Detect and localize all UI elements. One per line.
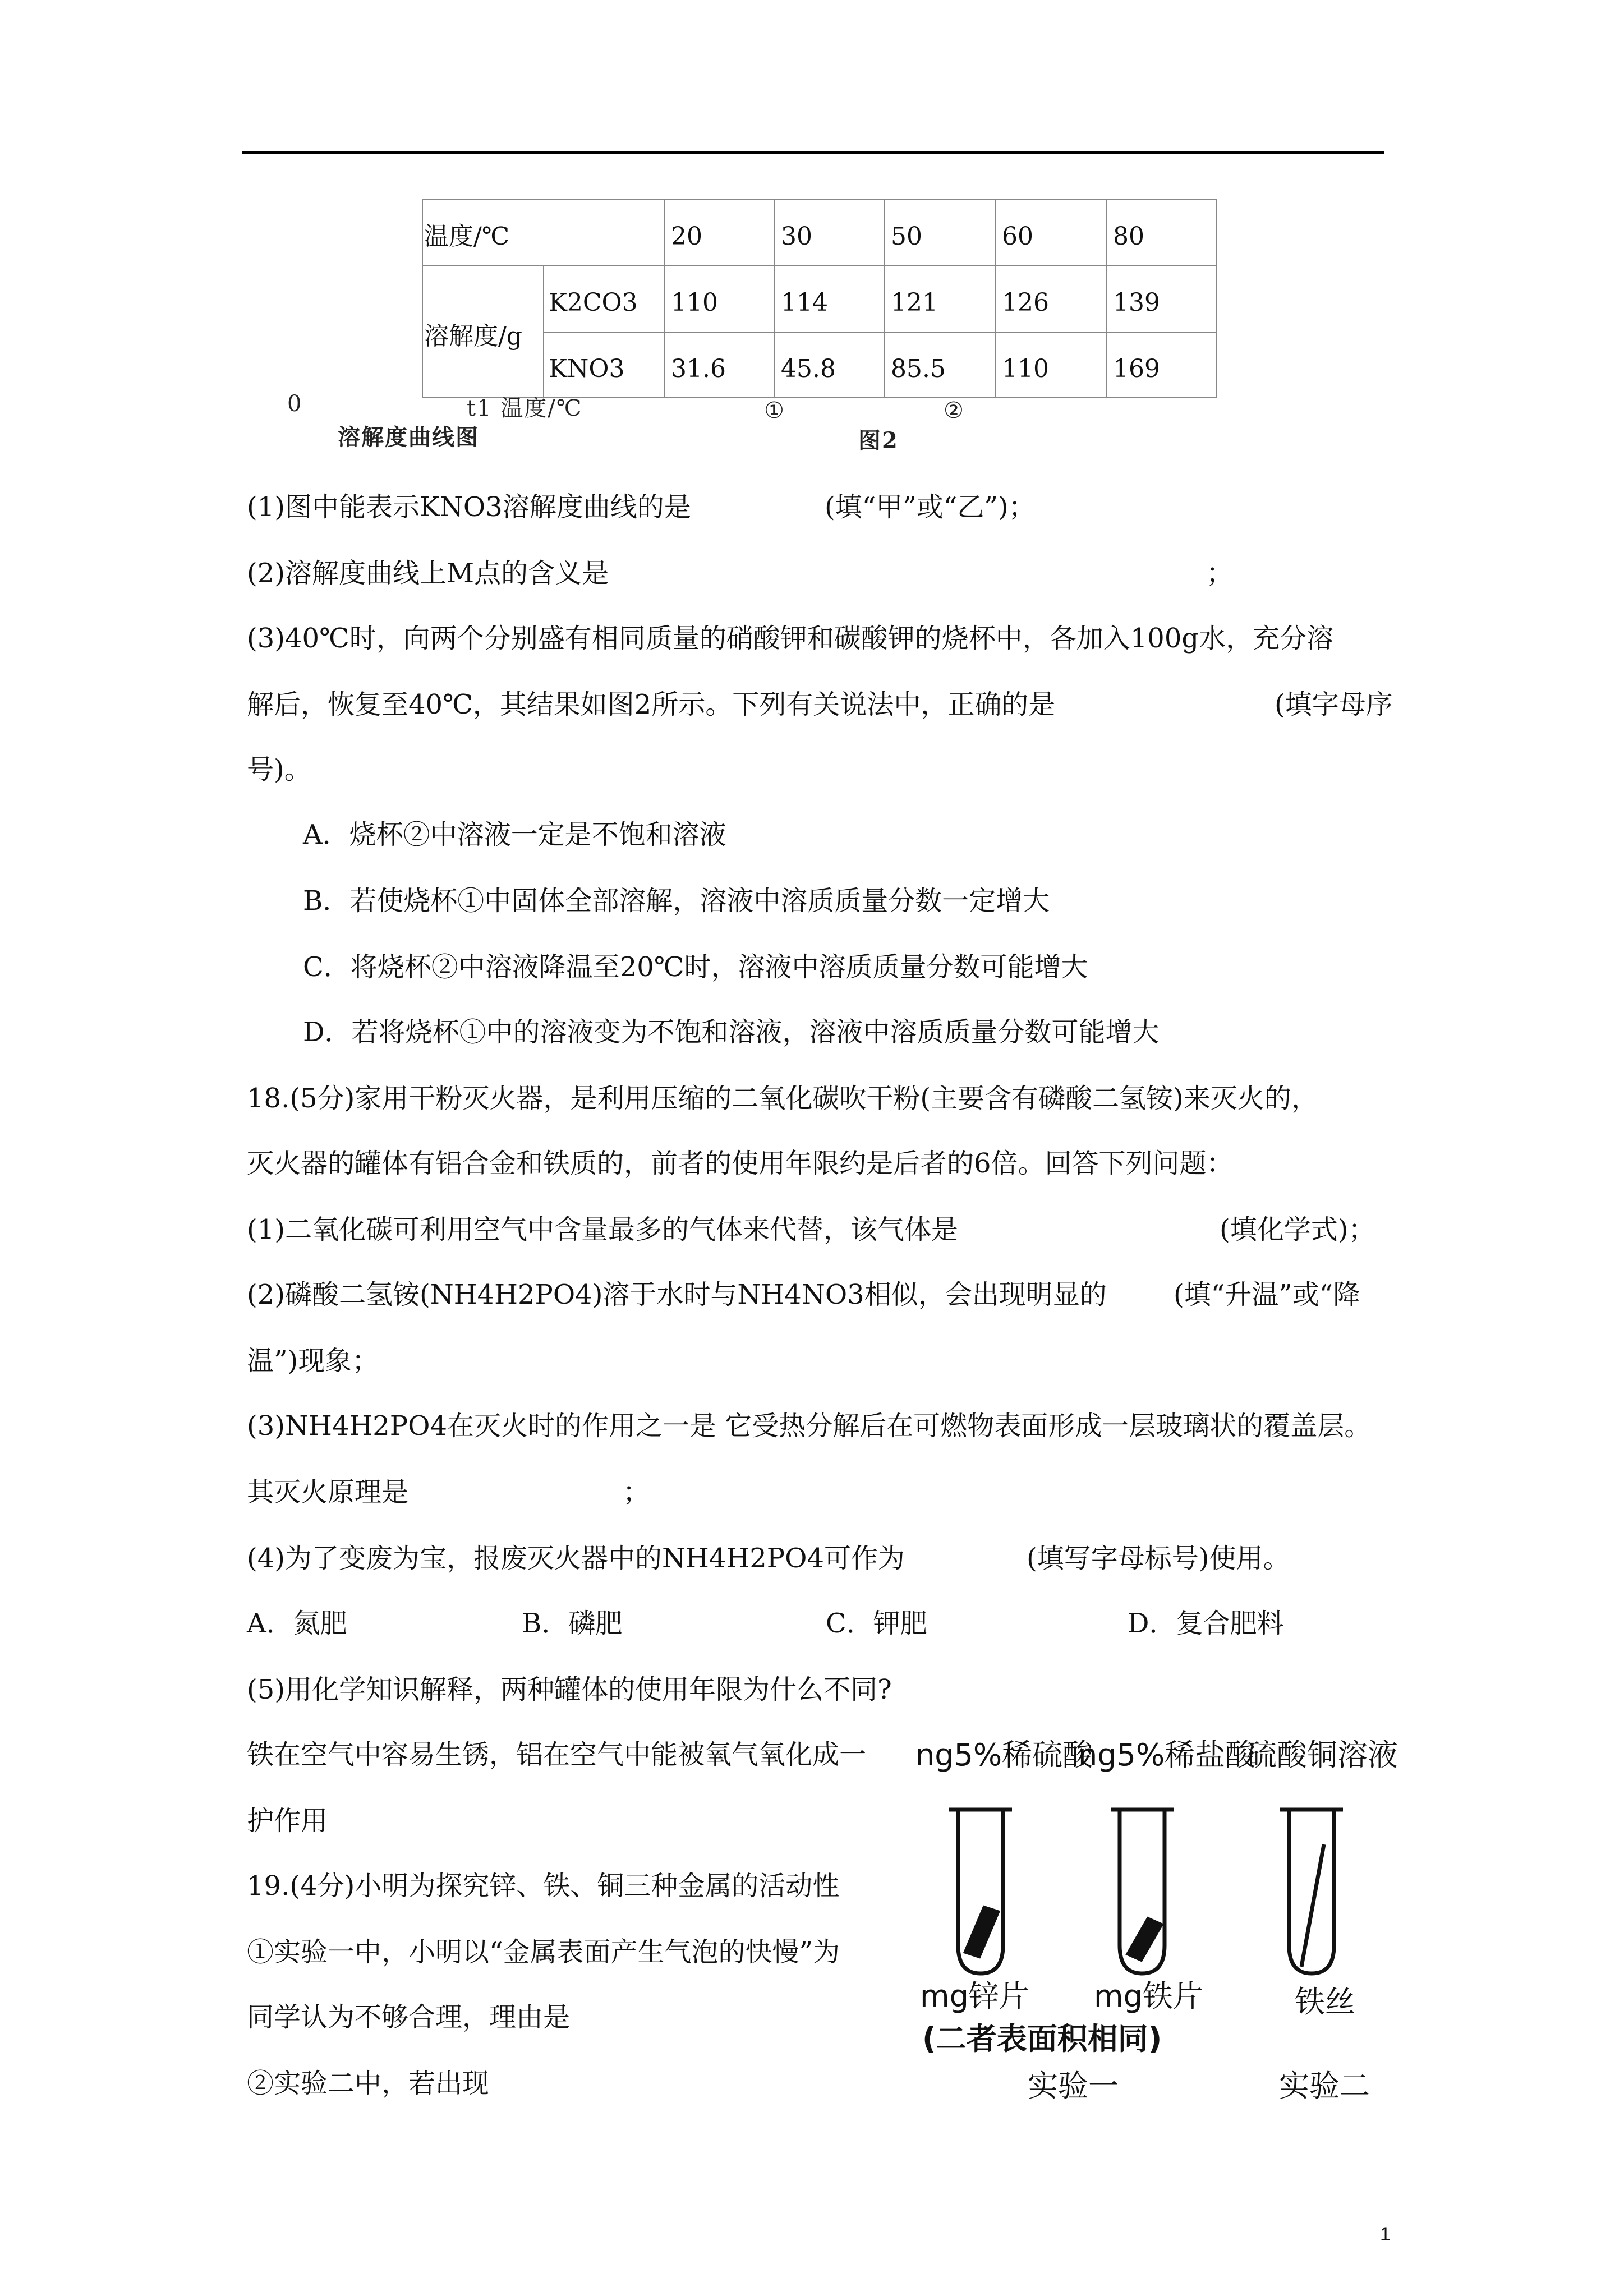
table-header-cell: 60 — [1002, 222, 1033, 251]
q17-part3-line2: 解后，恢复至40℃，其结果如图2所示。下列有关说法中，正确的是 — [247, 689, 1056, 720]
surface-area-note: (二者表面积相同) — [922, 2021, 1162, 2056]
fig2-caption: 图2 — [858, 427, 899, 454]
q18-answer-line2: 护作用 — [247, 1805, 328, 1837]
cut-axis-label: t1 温度/℃ — [467, 395, 583, 421]
q18-part2-tail: (填“升温”或“降 — [1174, 1279, 1360, 1310]
q17-part2-tail: ； — [1206, 558, 1234, 589]
table-cell: 31.6 — [671, 355, 726, 383]
table-cell: 85.5 — [891, 355, 946, 383]
table-header-temp: 温度/℃ — [424, 222, 510, 251]
q17-part1: (1)图中能表示KNO3溶解度曲线的是 — [247, 491, 691, 523]
test-tube-1 — [949, 1810, 1012, 1973]
table-cell: 45.8 — [781, 355, 836, 383]
q19-part1-line2: 同学认为不够合理，理由是 — [247, 2001, 571, 2033]
q18-option-c: C．钾肥 — [826, 1608, 927, 1639]
q19-part1: ①实验一中，小明以“金属表面产生气泡的快慢”为 — [247, 1936, 840, 1968]
cut-zero: 0 — [287, 391, 303, 417]
tube2-reagent: ng5%稀盐酸 — [1078, 1737, 1256, 1773]
tube1-reagent: ng5%稀硫酸 — [915, 1737, 1093, 1773]
q18-line2: 灭火器的罐体有铝合金和铁质的，前者的使用年限约是后者的6倍。回答下列问题： — [247, 1148, 1234, 1179]
q18-part4-tail: (填写字母标号)使用。 — [1027, 1543, 1290, 1574]
q18-option-a: A．氮肥 — [247, 1608, 347, 1639]
table-header-cell: 80 — [1113, 222, 1144, 251]
q18-option-b: B．磷肥 — [522, 1608, 623, 1639]
table-row-label: KNO3 — [549, 355, 625, 383]
tube2-metal: mg铁片 — [1094, 1978, 1203, 2014]
q18-part5: (5)用化学知识解释，两种罐体的使用年限为什么不同? — [247, 1674, 892, 1705]
table-cell: 169 — [1113, 355, 1160, 383]
table-header-cell: 30 — [781, 222, 812, 251]
q18-part3-line2: 其灭火原理是 — [247, 1476, 409, 1508]
table-cell: 121 — [891, 288, 938, 317]
test-tube-2 — [1111, 1810, 1174, 1973]
table-cell: 110 — [1002, 355, 1049, 383]
q17-part3-line2-tail: (填字母序 — [1275, 689, 1393, 720]
experiment-1-label: 实验一 — [1028, 2068, 1119, 2104]
cut-beaker-1: ① — [764, 398, 785, 424]
q19-line1: 19.(4分)小明为探究锌、铁、铜三种金属的活动性 — [247, 1870, 840, 1902]
table-cell: 126 — [1002, 288, 1049, 317]
q17-option-c: C．将烧杯②中溶液降温至20℃时，溶液中溶质质量分数可能增大 — [303, 951, 1088, 983]
test-tube-3 — [1280, 1810, 1343, 1973]
experiment-2-label: 实验二 — [1279, 2068, 1370, 2104]
q18-part4: (4)为了变废为宝，报废灭火器中的NH4H2PO4可作为 — [247, 1543, 905, 1574]
q17-part3-line1: (3)40℃时，向两个分别盛有相同质量的硝酸钾和碳酸钾的烧杯中，各加入100g水，充分溶 — [247, 623, 1334, 654]
q18-part1: (1)二氧化碳可利用空气中含量最多的气体来代替，该气体是 — [247, 1214, 958, 1245]
table-header-cell: 50 — [891, 222, 922, 251]
table-cell: 110 — [671, 288, 718, 317]
tube1-metal: mg锌片 — [920, 1978, 1029, 2014]
q19-part2: ②实验二中，若出现 — [247, 2068, 490, 2099]
experiment-figure — [909, 1738, 1414, 2108]
q18-option-d: D．复合肥料 — [1128, 1608, 1284, 1639]
solubility-table — [422, 199, 1217, 397]
curve-caption: 溶解度曲线图 — [338, 424, 479, 450]
table-cell: 139 — [1113, 288, 1160, 317]
q18-part1-tail: (填化学式)； — [1220, 1214, 1375, 1245]
q18-answer-line1: 铁在空气中容易生锈，铝在空气中能被氧气氧化成一 — [247, 1739, 867, 1770]
q18-part2: (2)磷酸二氢铵(NH4H2PO4)溶于水时与NH4NO3相似，会出现明显的 — [247, 1279, 1107, 1310]
q18-part3-line2-tail: ； — [623, 1476, 650, 1508]
q17-part3-line3: 号)。 — [247, 754, 311, 785]
table-header-cell: 20 — [671, 222, 702, 251]
q17-part1-tail: (填“甲”或“乙”)； — [825, 491, 1036, 523]
q18-line1: 18.(5分)家用干粉灭火器，是利用压缩的二氧化碳吹干粉(主要含有磷酸二氢铵)来灭火的， — [247, 1083, 1318, 1114]
q18-part3-line1: (3)NH4H2PO4在灭火时的作用之一是 它受热分解后在可燃物表面形成一层玻璃状的覆盖层。 — [247, 1410, 1372, 1442]
table-group-label: 溶解度/g — [424, 322, 522, 351]
q17-option-a: A．烧杯②中溶液一定是不饱和溶液 — [303, 819, 726, 850]
q17-option-b: B．若使烧杯①中固体全部溶解，溶液中溶质质量分数一定增大 — [303, 885, 1050, 917]
table-row-label: K2CO3 — [549, 288, 638, 317]
tube3-reagent: 硫酸铜溶液 — [1246, 1737, 1398, 1773]
table-cell: 114 — [781, 288, 828, 317]
tube3-metal: 铁丝 — [1295, 1984, 1355, 2019]
q17-part2: (2)溶解度曲线上M点的含义是 — [247, 558, 609, 589]
page-number: 1 — [1380, 2224, 1391, 2245]
header-rule — [242, 151, 1384, 154]
q18-part2-line2: 温”)现象； — [247, 1345, 379, 1377]
q17-option-d: D．若将烧杯①中的溶液变为不饱和溶液，溶液中溶质质量分数可能增大 — [303, 1016, 1160, 1048]
cut-beaker-2: ② — [944, 398, 965, 424]
